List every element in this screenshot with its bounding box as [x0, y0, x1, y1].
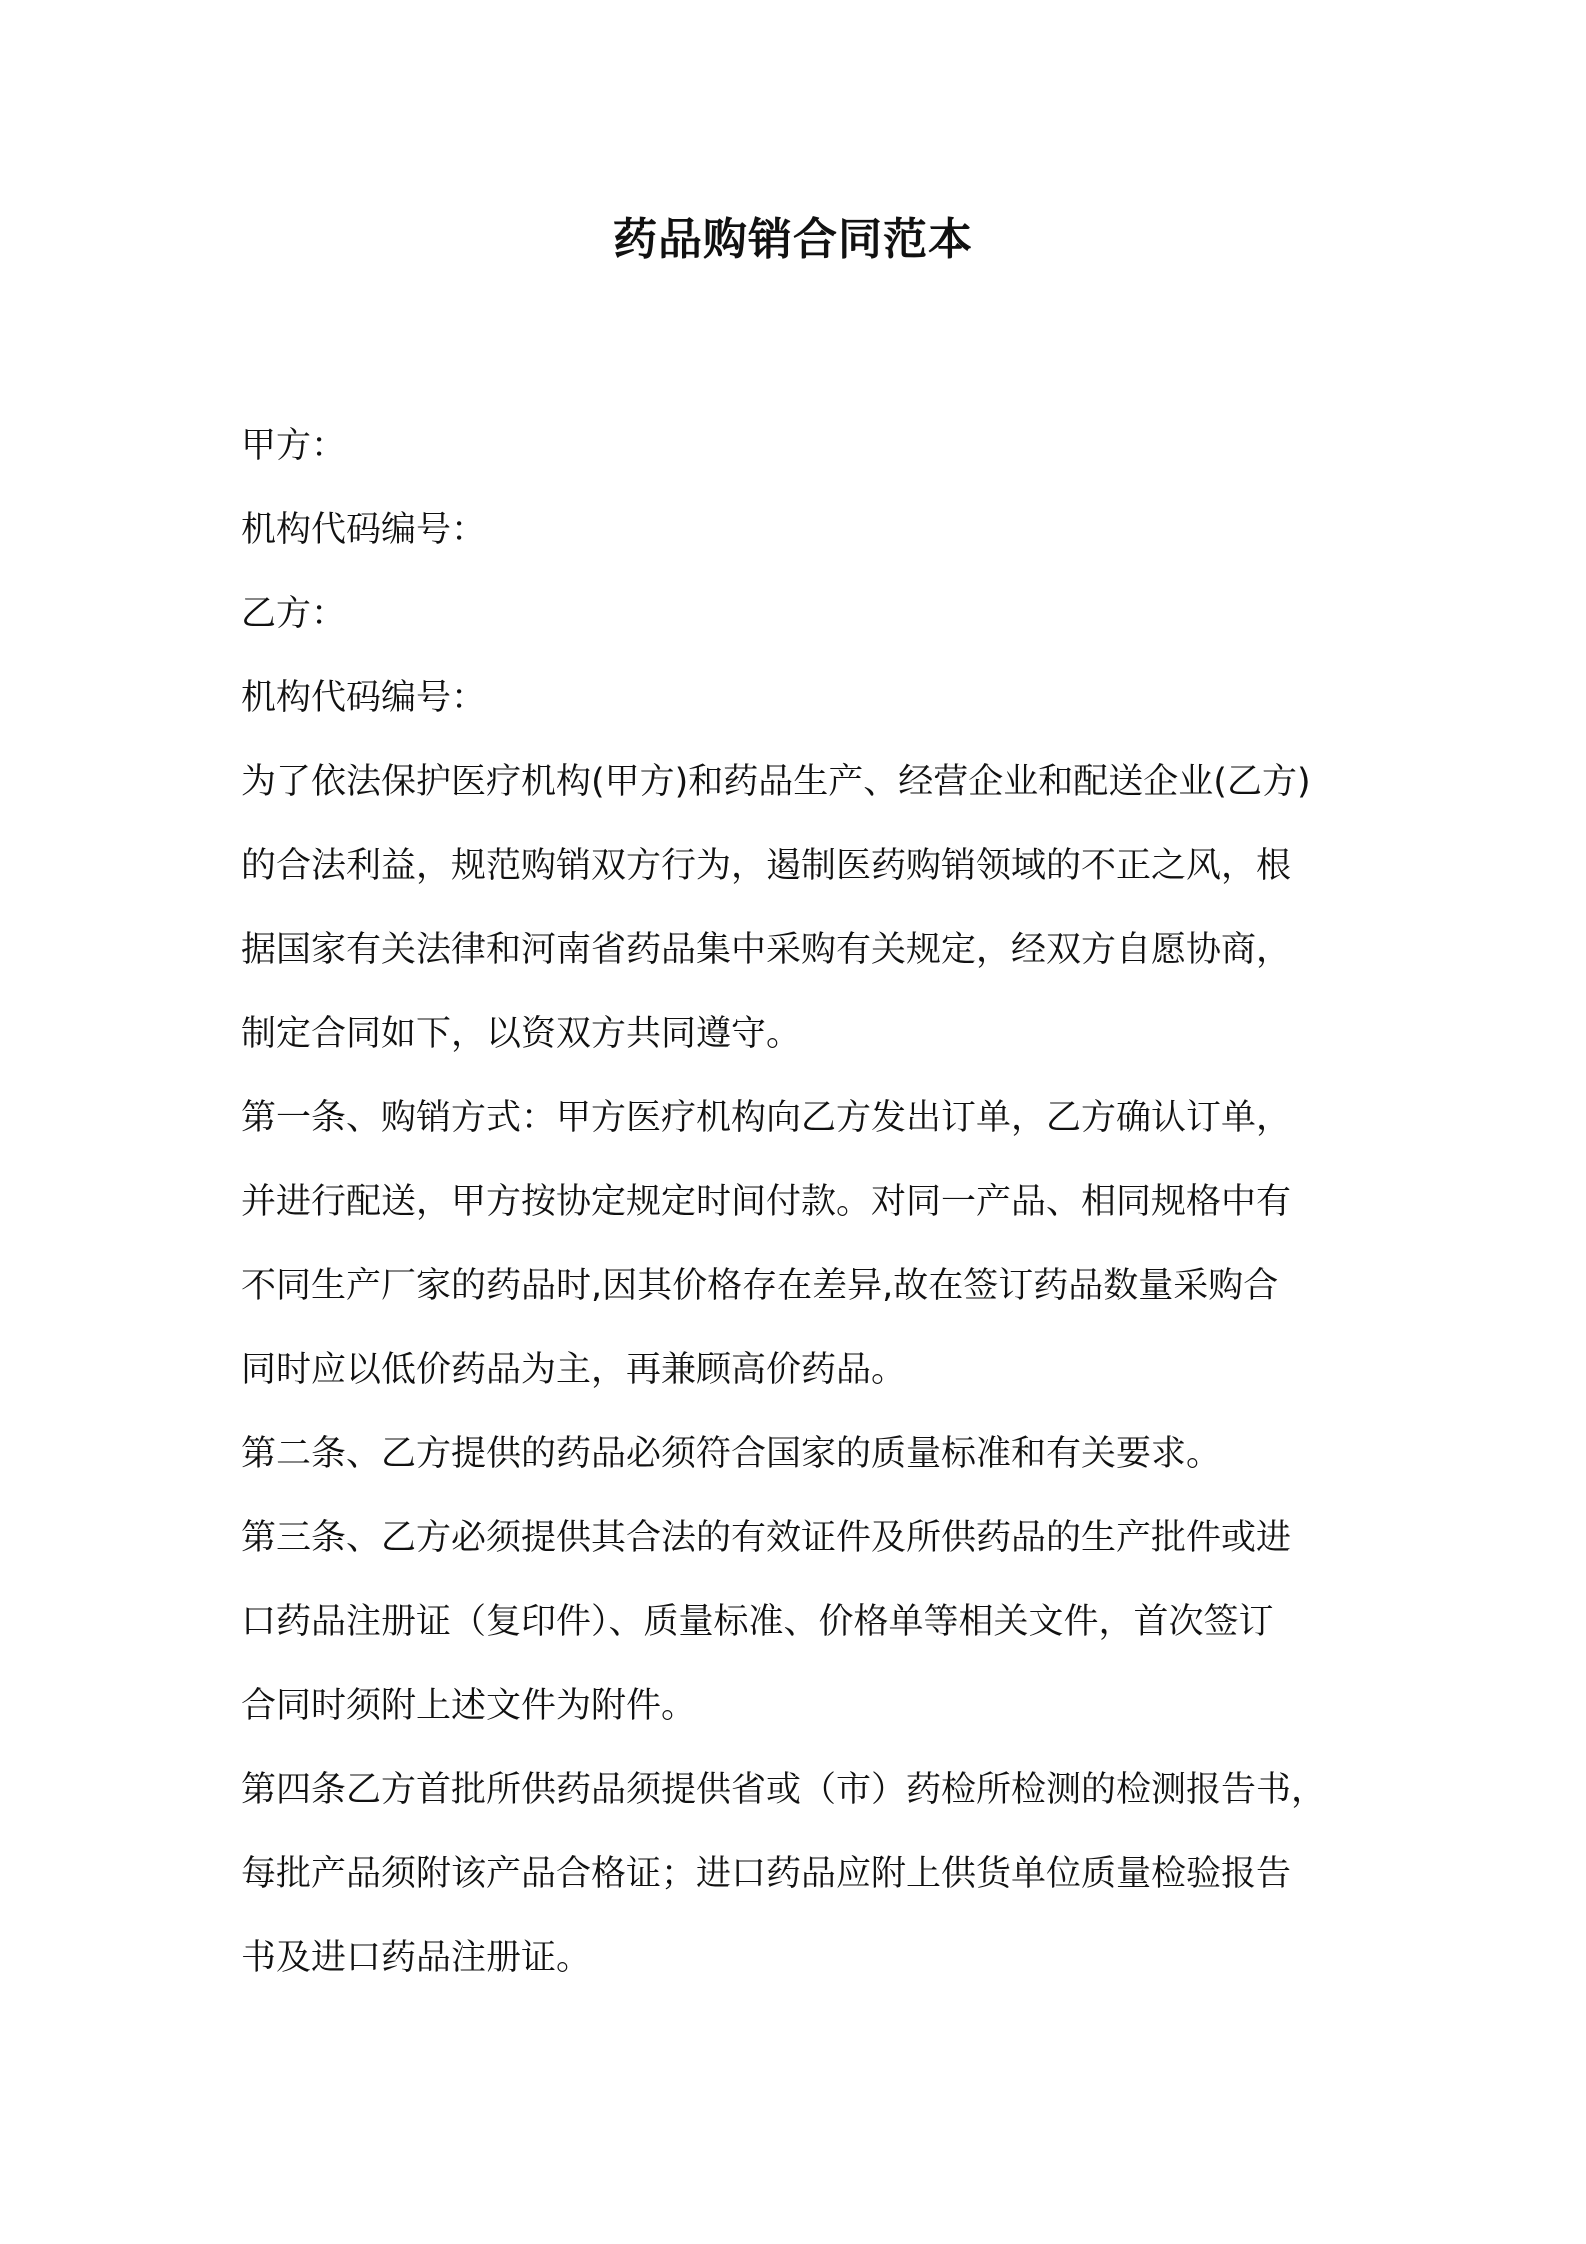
article-1-line: 第一条、购销方式：甲方医疗机构向乙方发出订单，乙方确认订单， [241, 1098, 1292, 1138]
preamble-line: 制定合同如下，以资双方共同遵守。 [241, 1014, 802, 1054]
article-4-line: 第四条乙方首批所供药品须提供省或（市）药检所检测的检测报告书， [241, 1770, 1327, 1810]
preamble-line: 据国家有关法律和河南省药品集中采购有关规定，经双方自愿协商， [241, 930, 1292, 970]
party-a-org-code-label: 机构代码编号： [241, 510, 487, 550]
preamble-line: 为了依法保护医疗机构(甲方)和药品生产、经营企业和配送企业(乙方) [241, 762, 1311, 802]
article-3-line: 口药品注册证（复印件）、质量标准、价格单等相关文件，首次签订 [241, 1602, 1274, 1642]
article-1-line: 并进行配送，甲方按协定规定时间付款。对同一产品、相同规格中有 [241, 1182, 1292, 1222]
article-3-line: 第三条、乙方必须提供其合法的有效证件及所供药品的生产批件或进 [241, 1518, 1292, 1558]
article-1-line: 不同生产厂家的药品时,因其价格存在差异,故在签订药品数量采购合 [241, 1266, 1279, 1306]
article-1-line: 同时应以低价药品为主，再兼顾高价药品。 [241, 1350, 907, 1390]
document-title: 药品购销合同范本 [613, 214, 973, 265]
party-b-org-code-label: 机构代码编号： [241, 678, 487, 718]
article-2-line: 第二条、乙方提供的药品必须符合国家的质量标准和有关要求。 [241, 1434, 1222, 1474]
article-3-line: 合同时须附上述文件为附件。 [241, 1686, 697, 1726]
party-a-label: 甲方： [241, 426, 347, 466]
preamble-line: 的合法利益，规范购销双方行为，遏制医药购销领域的不正之风，根 [241, 846, 1292, 886]
party-b-label: 乙方： [241, 594, 347, 634]
article-4-line: 书及进口药品注册证。 [241, 1938, 592, 1978]
document-body [241, 404, 1361, 2000]
article-4-line: 每批产品须附该产品合格证；进口药品应附上供货单位质量检验报告 [241, 1854, 1292, 1894]
